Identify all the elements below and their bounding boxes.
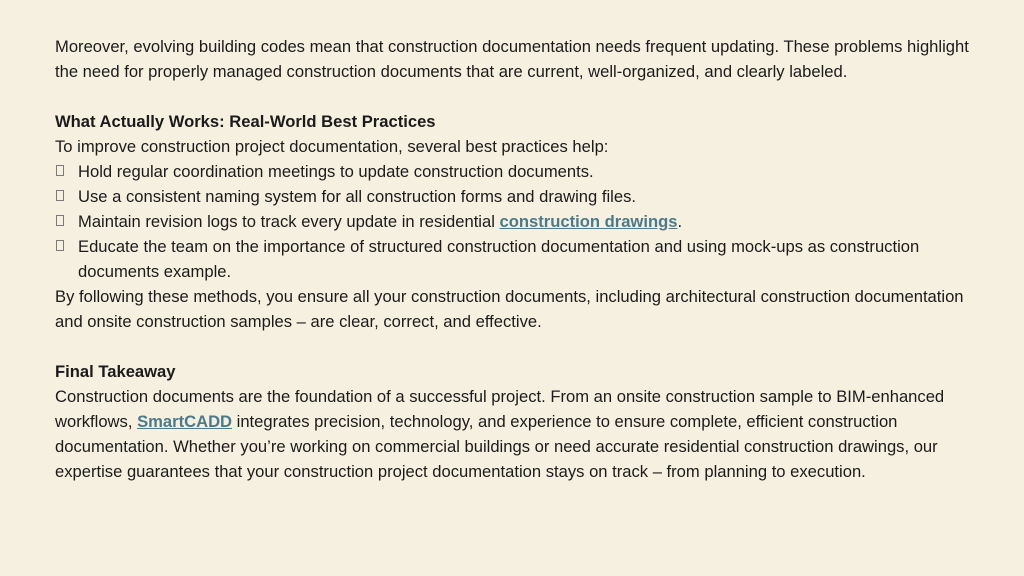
list-item-text-end: .	[677, 212, 683, 231]
bullet-box-icon	[56, 215, 64, 226]
list-item	[55, 184, 985, 209]
takeaway-text-end: integrates precision, technology, and experience to ensure complete, efficient construction documentation. Whether you’re working on commercial buildings or need accurate residential construction drawings, our expertise guarantees that your construction project documentation stays on track – from planning to execution.	[55, 412, 938, 481]
slide-body	[55, 34, 985, 484]
spacer	[55, 84, 985, 109]
bullet-box-icon	[56, 190, 64, 201]
list-item	[55, 234, 985, 284]
smartcadd-link[interactable]: SmartCADD	[137, 412, 233, 431]
best-practices-closing: By following these methods, you ensure all your construction documents, including architectural construction documentation and onsite construction samples – are clear, correct, and effective.	[55, 287, 964, 331]
list-item-text: Hold regular coordination meetings to update construction documents.	[78, 162, 594, 181]
takeaway-heading: Final Takeaway	[55, 362, 176, 381]
list-item-text: Use a consistent naming system for all construction forms and drawing files.	[78, 187, 636, 206]
list-item-text: Educate the team on the importance of structured construction documentation and using mock-ups as construction documents example.	[78, 237, 920, 281]
best-practices-lead: To improve construction project documentation, several best practices help:	[55, 137, 609, 156]
best-practices-heading: What Actually Works: Real-World Best Practices	[55, 112, 436, 131]
takeaway-paragraph	[55, 384, 985, 484]
list-item	[55, 159, 985, 184]
construction-drawings-link[interactable]: construction drawings	[499, 212, 678, 231]
list-item-text: Maintain revision logs to track every update in residential	[78, 212, 500, 231]
best-practices-list	[55, 159, 985, 284]
intro-paragraph: Moreover, evolving building codes mean that construction documentation needs frequent updating. These problems highlight the need for properly managed construction documents that are current, well-organized, and clearly labeled.	[55, 37, 969, 81]
list-item	[55, 209, 985, 234]
bullet-box-icon	[56, 240, 64, 251]
spacer	[55, 334, 985, 359]
bullet-box-icon	[56, 165, 64, 176]
takeaway-text: Construction documents are the foundation of a successful project. From an onsite construction sample to BIM-enhanced workflows,	[55, 387, 945, 431]
